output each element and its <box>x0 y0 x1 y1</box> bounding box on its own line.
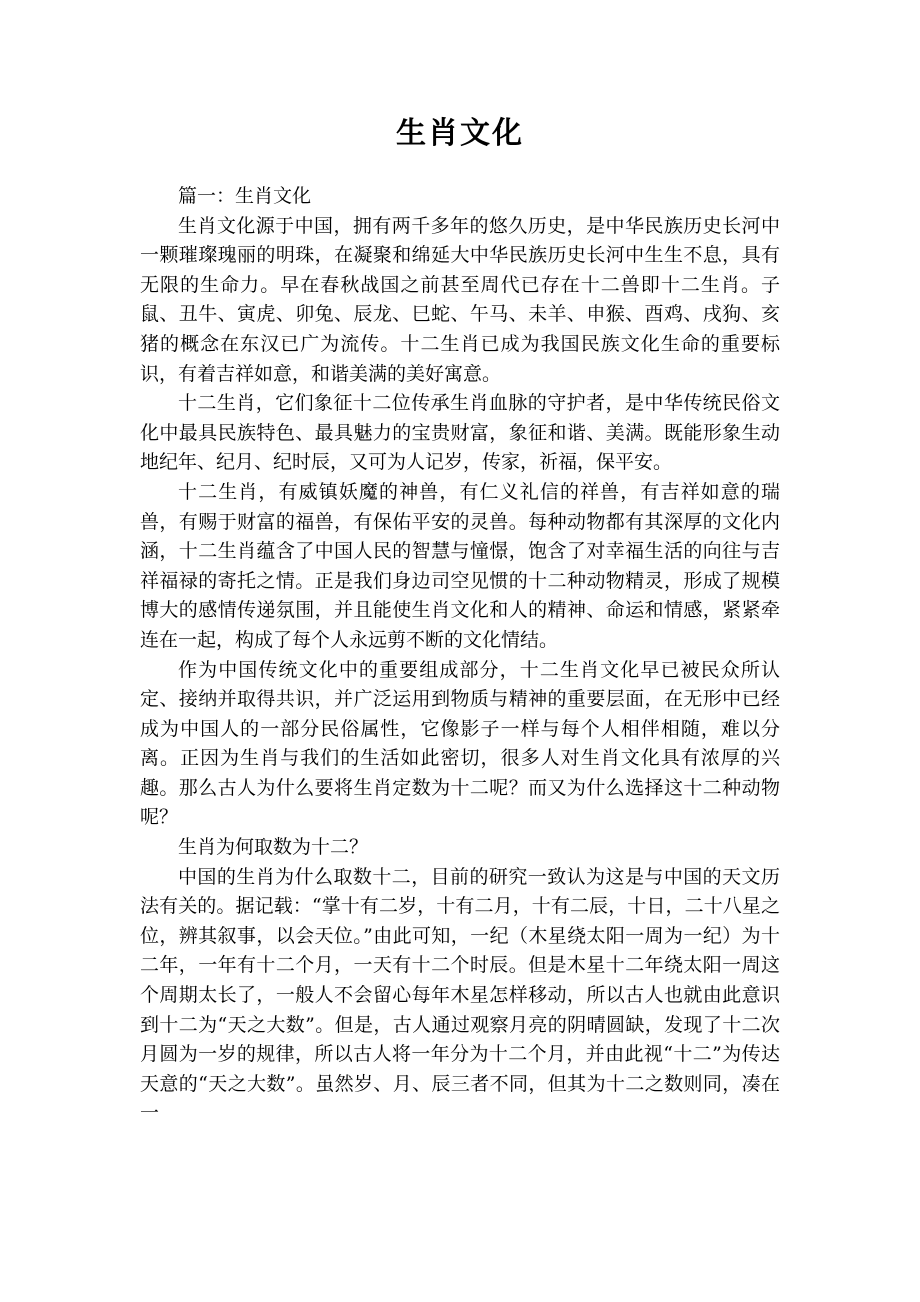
paragraph: 十二生肖，有威镇妖魔的神兽，有仁义礼信的祥兽，有吉祥如意的瑞兽，有赐于财富的福兽，有保佑平安的灵兽。每种动物都有其深厚的文化内涵，十二生肖蕴含了中国人民的智慧与憧憬，饱含了对幸福生活的向往与吉祥福禄的寄托之情。正是我们身边司空见惯的十二种动物精灵，形成了规模博大的感情传递氛围，并且能使生肖文化和人的精神、命运和情感，紧紧牵连在一起，构成了每个人永远剪不断的文化情结。 <box>140 480 780 651</box>
article-body <box>140 182 780 1129</box>
paragraph: 生肖文化源于中国，拥有两千多年的悠久历史，是中华民族历史长河中一颗璀璨瑰丽的明珠，在凝聚和绵延大中华民族历史长河中生生不息，具有无限的生命力。早在春秋战国之前甚至周代已存在十二兽即十二生肖。子鼠、丑牛、寅虎、卯兔、辰龙、巳蛇、午马、未羊、申猴、酉鸡、戌狗、亥猪的概念在东汉已广为流传。十二生肖已成为我国民族文化生命的重要标识，有着吉祥如意，和谐美满的美好寓意。 <box>140 214 780 385</box>
section-heading: 篇一：生肖文化 <box>178 185 312 207</box>
page-title: 生肖文化 <box>396 116 524 151</box>
paragraph: 作为中国传统文化中的重要组成部分，十二生肖文化早已被民众所认定、接纳并取得共识，并广泛运用到物质与精神的重要层面，在无形中已经成为中国人的一部分民俗属性，它像影子一样与每个人相伴相随，难以分离。正因为生肖与我们的生活如此密切，很多人对生肖文化具有浓厚的兴趣。那么古人为什么要将生肖定数为十二呢？而又为什么选择这十二种动物呢？ <box>140 658 780 829</box>
subheading: 生肖为何取数为十二？ <box>178 836 369 859</box>
paragraph: 十二生肖，它们象征十二位传承生肖血脉的守护者，是中华传统民俗文化中最具民族特色、最具魅力的宝贵财富，象征和谐、美满。既能形象生动地纪年、纪月、纪时辰，又可为人记岁，传家，祈福，保平安。 <box>140 392 780 474</box>
paragraph: 中国的生肖为什么取数十二，目前的研究一致认为这是与中国的天文历法有关的。据记载：“掌十有二岁，十有二月，十有二辰，十日，二十八星之位，辨其叙事，以会天位。”由此可知，一纪（木星绕太阳一周为一纪）为十二年，一年有十二个月，一天有十二个时辰。但是木星十二年绕太阳一周这个周期太长了，一般人不会留心每年木星怎样移动，所以古人也就由此意识到十二为“天之大数”。但是，古人通过观察月亮的阴晴圆缺，发现了十二次月圆为一岁的规律，所以古人将一年分为十二个月，并由此视“十二”为传达天意的“天之大数”。虽然岁、月、辰三者不同，但其为十二之数则同，凑在一 <box>140 865 780 1125</box>
